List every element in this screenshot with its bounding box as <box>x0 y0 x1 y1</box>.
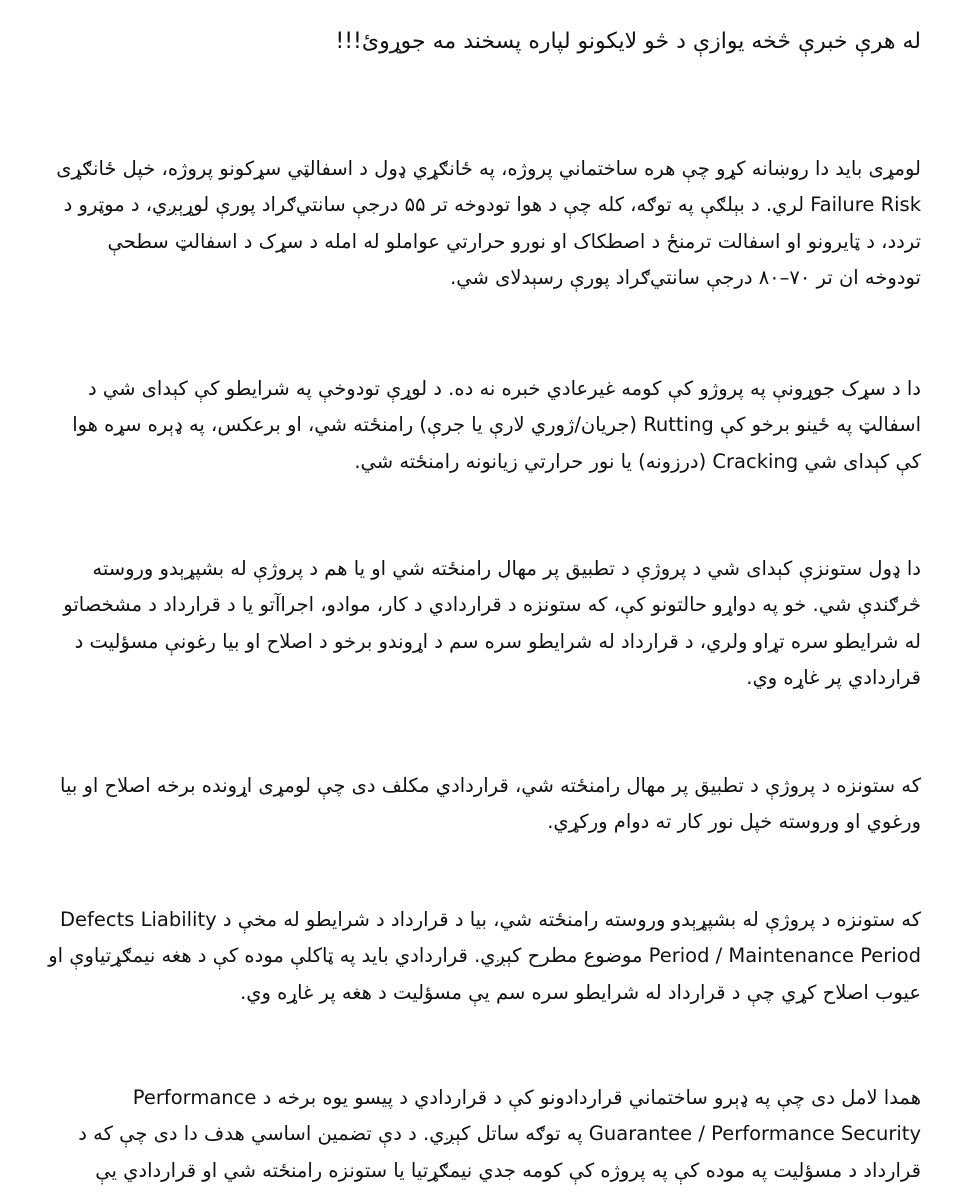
paragraph-failure-risk: لومړی باید دا روښانه کړو چې هره ساختماني پروژه، په ځانګړي ډول د اسفالټي سړکونو پروژه، خپل ځانګړی Failure Risk لري. د بېلګې په توګه، کله چې د هوا تودوخه تر ۵۵ درجې سانتي‌ګراد پورې لوړېږي، د موټرو د تردد، د ټايرونو او اسفالت ترمنځ د اصطکاک او نورو حرارتي عواملو له امله د سړک د اسفالټ سطحې تودوخه ان تر ۷۰–۸۰ درجې سانتي‌ګراد پورې رسېدلای شي. <box>56 156 921 289</box>
paragraph-during-implementation: که ستونزه د پروژې د تطبیق پر مهال رامنځته شي، قراردادي مکلف دی چې لومړی اړونده برخه اصلاح او بیا ورغوي او وروسته خپل نور کار ته دوام ورکړي. <box>60 773 921 833</box>
paragraph-contractor-responsibility: دا ډول ستونزې کېدای شي د پروژې د تطبیق پر مهال رامنځته شي او یا هم د پروژې له بشپړېدو وروسته څرګندې شي. خو په دواړو حالتونو کې، که ستونزه د قراردادي د کار، موادو، اجراآتو یا د قرارداد د مشخصاتو له شرايطو سره تړاو ولري، د قرارداد له شرايطو سره سم د اړوندو برخو د اصلاح او بیا رغونې مسؤلیت د قراردادي پر غاړه وي. <box>63 556 921 689</box>
document-heading: له هرې خبرې څخه يوازې د څو لايکونو لپاره پسخند مه جوړوئ!!! <box>335 29 921 54</box>
paragraph-defects-liability: که ستونزه د پروژې له بشپړېدو وروسته رامنځته شي، بیا د قرارداد د شرايطو له مخې د Defects Liability Period / Maintenance Period موضوع مطرح کېږي. قراردادي باید په ټاکلې موده کې د هغه نیمګړتیاوې او عیوب اصلاح کړي چې د قرارداد له شرايطو سره سم یې مسؤلیت د هغه پر غاړه وي. <box>48 907 921 1004</box>
paragraph-performance-guarantee: همدا لامل دی چې په ډېرو ساختماني قراردادونو کې د قراردادي د پیسو یوه برخه د Performance Guarantee / Performance Security په توګه ساتل کېږي. د دې تضمین اساسي هدف دا دی چې که د قرارداد د مسؤلیت په موده کې په پروژه کې کومه جدي نیمګړتیا یا ستونزه رامنځته شي او قراردادي یې <box>78 1085 921 1182</box>
paragraph-rutting-cracking: دا د سړک جوړونې په پروژو کې کومه غیرعادي خبره نه ده. د لوړې تودوخې په شرايطو کې کېدای شي د اسفالټ په ځينو برخو کې Rutting (جریان/ژوري لارې یا جرې) رامنځته شي، او برعکس، په ډېره سړه هوا کې کېدای شي Cracking (درزونه) یا نور حرارتي زیانونه رامنځته شي. <box>72 376 921 473</box>
